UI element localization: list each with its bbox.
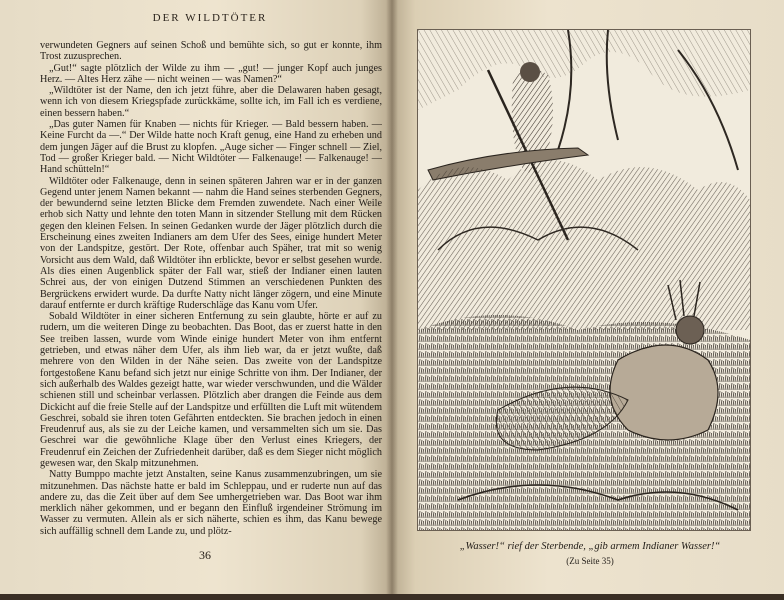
book-edge xyxy=(0,594,784,600)
book-gutter xyxy=(386,0,398,600)
paragraph: „Gut!“ sagte plötzlich der Wilde zu ihm — „gut! — junger Kopf auch junges Herz. — Altes Herz zähe — nicht weinen — was Namen?“ xyxy=(40,62,382,85)
paragraph: „Das guter Namen für Knaben — nichts für Krieger. — Bald bessern haben. — Keine Furcht da —.“ Der Wilde hatte noch Kraft genug, eine Hand zu erheben und dem jungen Jäger auf die Brust zu klopfen. „Auge sicher — Finger schnell — Ziel, Tod — großer Krieger bald. — Nicht Wildtöter — Falkenauge! — Falkenauge! — Hand schütteln!“ xyxy=(40,119,382,176)
paragraph: verwundeten Gegners auf seinen Schoß und bemühte sich, so gut er konnte, ihm Trost zuzusprechen. xyxy=(40,40,382,63)
paragraph: „Wildtöter ist der Name, den ich jetzt führe, aber die Delawaren haben gesagt, wenn ich von diesem Kriegspfade zurückkäme, sollte ich, im Fall ich es verdiene, einen bessern haben.“ xyxy=(40,85,382,119)
paragraph: Natty Bumppo machte jetzt Anstalten, seine Kanus zusammenzubringen, um sie mitzunehmen. Das nächste hatte er bald im Schleppau, und er ruderte nun auf das andere zu, das die Zeit über auf dem See umhergetrieben war. Das Boot war ihm merklich näher gekommen, und er begann den Einfluß irgendeiner Strömung im Wasser zu vermuten. Allein als er sich näherte, schien es ihm, das Kanu bewege sich auffällig schnell dem Lande zu, und plötz- xyxy=(40,469,382,537)
page-number: 36 xyxy=(199,548,211,562)
paragraph: Wildtöter oder Falkenauge, denn in seinen späteren Jahren war er in der ganzen Gegend unter jenem Namen bekannt — nahm die Hand seines sterbenden Gegners, der bewundernd seine letzten Blicke dem Fremden zuwendete. Nach einer Weile erhob sich Natty und lehnte den toten Mann in sitzender Stellung mit dem Rücken gegen den kleinen Felsen. In seinen Gedanken wurde der Jäger plötzlich durch die Erscheinung eines zweiten Indianers am dem Ufer des Sees, einige hundert Meter von der Landspitze, gestört. Der Rote, offenbar auch Späher, trat mit so wenig Vorsicht aus dem Wald, daß Wildtöter ihn erblickte, bevor er selbst gesehen wurde. Als dies einen Augenblick später der Fall war, stieß der Indianer einen lauten Schrei aus, der von einigen Dutzend Stimmen an verschiedenen Punkten des Bergrückens erwidert wurde. Da durfte Natty nicht länger zögern, und eine Minute darauf entfernte er durch kräftige Ruderschläge das Kanu vom Ufer. xyxy=(40,175,382,311)
paragraph: Sobald Wildtöter in einer sicheren Entfernung zu sein glaubte, hörte er auf zu rudern, um die weiteren Dinge zu beobachten. Das Boot, das er zuerst hatte in den See treiben lassen, wurde vom Winde einige hundert Meter von ihm entfernt getrieben, und etwas näher dem Ufer, als ihm lieb war, da er jetzt wußte, daß mehrere von den Wilden in der Nähe seien. Das zweite von der Landspitze fortgestoßene Kanu befand sich jetzt nur einige Schritte von ihm. Der Indianer, der sich außerhalb des Waldes gezeigt hatte, war wieder verschwunden, und die Wälder schienen still und scheinbar verlassen. Plötzlich aber drangen die Feinde aus dem Dickicht auf die freie Stelle auf der Landspitze und erfüllten die Luft mit wütendem Geschrei, sobald sie ihren toten Gefährten entdeckten. Sie brachen jedoch in einen Freudenruf aus, als sie zu der Leiche kamen, und versammelten sich um sie. Das Geschrei war die gewöhnliche Klage über den Verlust eines Kriegers, der Freudenruf ein Zeichen der Zufriedenheit darüber, daß es dem Sieger nicht möglich gewesen war, den Skalp mitzunehmen. xyxy=(40,311,383,469)
illustration-caption: „Wasser!“ rief der Sterbende, „gib armem Indianer Wasser!“ xyxy=(459,541,721,552)
caption-page-reference: (Zu Seite 35) xyxy=(566,556,614,566)
engraving-drawing xyxy=(418,30,750,530)
body-text xyxy=(40,40,382,537)
running-head: DER WILDTÖTER xyxy=(152,12,268,24)
illustration xyxy=(418,30,750,530)
